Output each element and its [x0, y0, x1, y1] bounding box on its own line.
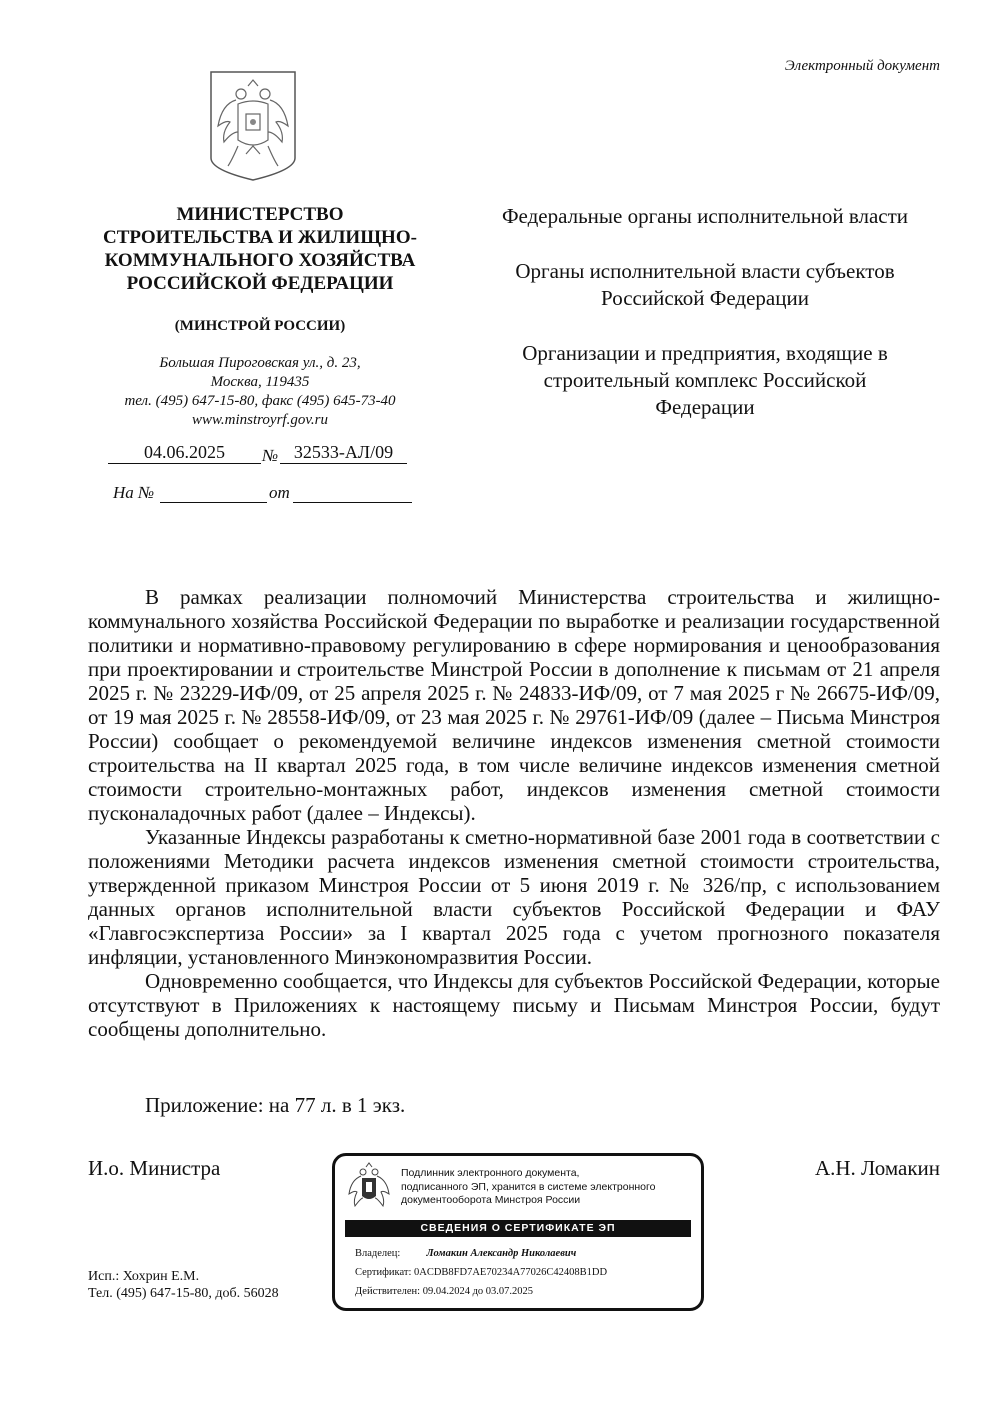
- recipient: Федеральные органы исполнительной власти: [501, 204, 909, 228]
- body-paragraph: Указанные Индексы разработаны к сметно-нормативной базе 2001 года в соответствии с положениями Методики расчета индексов изменения сметной стоимости строительства, утвержденной приказом Минстроя России от 5 июня 2019 г. № 326/пр, с использованием данных органов исполнительной власти субъектов Российской Федерации и ФАУ «Главгосэкспертиза России» за I квартал 2025 года с учетом прогнозного показателя инфляции, установленного Минэкономразвития России.: [88, 825, 940, 969]
- validity-label: Действителен:: [355, 1286, 421, 1297]
- executor-phone: Тел. (495) 647-15-80, доб. 56028: [88, 1286, 279, 1301]
- ministry-address: [70, 354, 450, 430]
- validity-value: 09.04.2024 до 03.07.2025: [422, 1286, 534, 1297]
- owner-label: Владелец:: [355, 1248, 401, 1259]
- executor-info: [88, 1268, 279, 1302]
- owner-value: Ломакин Александр Николаевич: [426, 1248, 577, 1259]
- registration-number-label: №: [262, 446, 279, 465]
- ministry-name: [70, 203, 450, 295]
- address-line: Москва, 119435: [210, 374, 310, 390]
- certificate-label: Сертификат:: [355, 1267, 412, 1278]
- recipients-block: [500, 203, 910, 449]
- stamp-note-line: Подлинник электронного документа,: [401, 1167, 580, 1179]
- address-line: тел. (495) 647-15-80, факс (495) 645-73-40: [124, 393, 396, 409]
- registration-number: 32533-АЛ/09: [280, 441, 407, 464]
- recipient: Органы исполнительной власти субъектов Российской Федерации: [515, 259, 895, 310]
- body-paragraph: Одновременно сообщается, что Индексы для субъектов Российской Федерации, которые отсутствуют в Приложениях к настоящему письму и Письмам Минстроя России, будут сообщены дополнительно.: [88, 969, 940, 1041]
- eagle-emblem-icon: [347, 1162, 391, 1214]
- reference-date-label: от: [269, 483, 290, 502]
- address-line: www.minstroyrf.gov.ru: [192, 412, 328, 428]
- stamp-note-line: подписанного ЭП, хранится в системе электронного: [401, 1180, 656, 1193]
- signer-position: И.о. Министра: [88, 1156, 221, 1180]
- certificate-owner-row: [355, 1248, 576, 1259]
- ministry-name-line: МИНИСТЕРСТВО: [176, 204, 344, 225]
- ministry-short-name: (МИНСТРОЙ РОССИИ): [174, 318, 346, 334]
- reference-date-line: [293, 502, 412, 503]
- certificate-validity-row: [355, 1286, 533, 1297]
- recipient: Организации и предприятия, входящие в строительный комплекс Российской Федерации: [522, 341, 888, 419]
- electronic-signature-stamp: [332, 1153, 704, 1311]
- stamp-note: [401, 1167, 701, 1208]
- certificate-value: 0ACDB8FD7AE70234A77026C42408B1DD: [414, 1267, 608, 1278]
- coat-of-arms-icon: [208, 70, 298, 182]
- document-type-label: Электронный документ: [784, 58, 940, 74]
- certificate-header: СВЕДЕНИЯ О СЕРТИФИКАТЕ ЭП: [345, 1220, 691, 1237]
- reference-number-line: [160, 502, 267, 503]
- certificate-id-row: [355, 1267, 607, 1278]
- ministry-name-line: КОММУНАЛЬНОГО ХОЗЯЙСТВА: [104, 250, 416, 271]
- signer-name: А.Н. Ломакин: [814, 1156, 940, 1180]
- registration-date: 04.06.2025: [108, 441, 261, 464]
- ministry-name-line: РОССИЙСКОЙ ФЕДЕРАЦИИ: [126, 273, 394, 294]
- address-line: Большая Пироговская ул., д. 23,: [159, 355, 361, 371]
- body-paragraph: В рамках реализации полномочий Министерства строительства и жилищно-коммунального хозяйства Российской Федерации по выработке и реализации государственной политики и нормативно-правовому регулированию в сфере нормирования и ценообразования при проектировании и строительстве Минстрой России в дополнение к письмам от 21 апреля 2025 г. № 23229-ИФ/09, от 25 апреля 2025 г. № 24833-ИФ/09, от 7 мая 2025 г № 26675-ИФ/09, от 19 мая 2025 г. № 28558-ИФ/09, от 23 мая 2025 г. № 29761-ИФ/09 (далее – Письма Минстроя России) сообщает о рекомендуемой величине индексов изменения сметной стоимости строительства на II квартал 2025 года, в том числе величине индексов изменения сметной стоимости строительно-монтажных работ, индексов изменения сметной стоимости пусконаладочных работ (далее – Индексы).: [88, 585, 940, 825]
- stamp-note-line: документооборота Минстроя России: [401, 1194, 581, 1206]
- ministry-name-line: СТРОИТЕЛЬСТВА И ЖИЛИЩНО-: [103, 227, 417, 248]
- appendix-note: Приложение: на 77 л. в 1 экз.: [145, 1093, 406, 1117]
- executor-name: Исп.: Хохрин Е.М.: [88, 1269, 200, 1284]
- reference-number-label: На №: [113, 483, 155, 502]
- letter-body: [88, 585, 940, 1041]
